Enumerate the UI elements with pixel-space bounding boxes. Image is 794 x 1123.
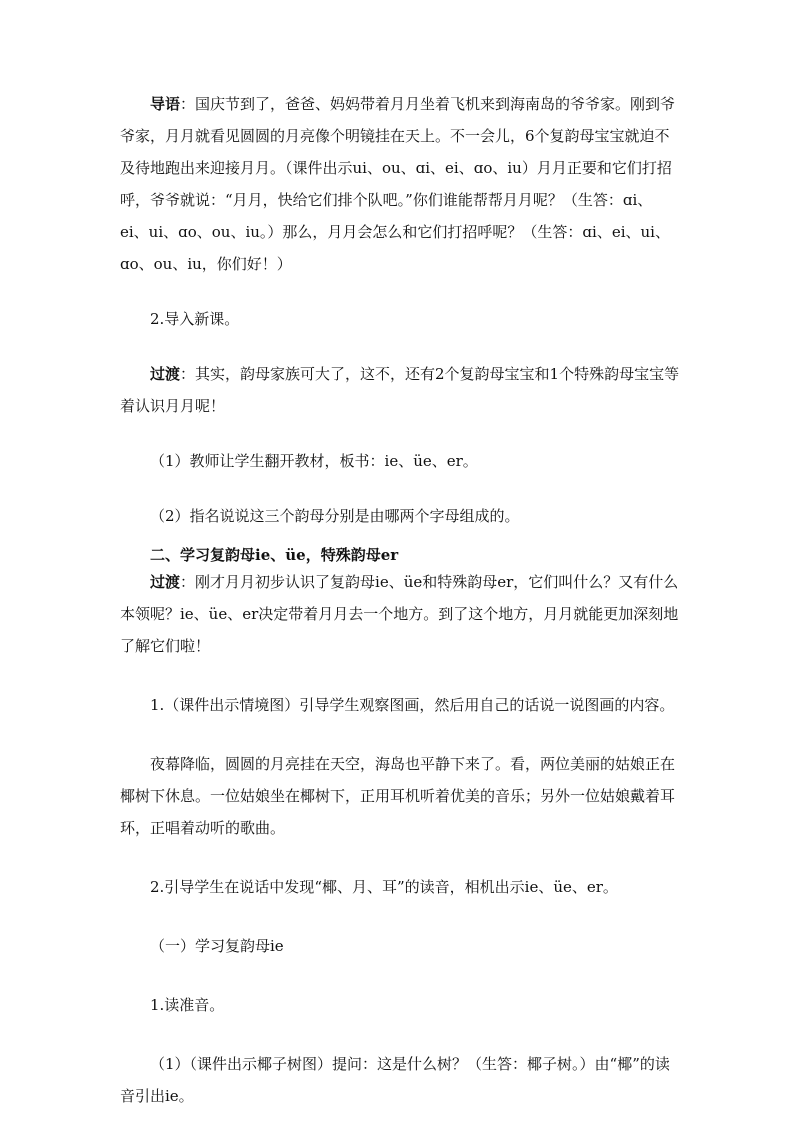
transition-text-1: ：其实，韵母家族可大了，这不，还有2个复韵母宝宝和1个特殊韵母宝宝等着认识月月呢！ [120, 365, 680, 415]
step-import-lesson: 2.导入新课。 [150, 310, 240, 328]
transition-paragraph-2 [120, 566, 680, 662]
transition-paragraph-1 [120, 358, 680, 422]
step-observe-picture: 1.（课件出示情境图）引导学生观察图画，然后用自己的话说一说图画的内容。 [150, 696, 675, 714]
intro-paragraph [120, 88, 680, 280]
transition-text-2: ：刚才月月初步认识了复韵母ie、üe和特殊韵母er，它们叫什么？又有什么本领呢？ie、üe、er决定带着月月去一个地方。到了这个地方，月月就能更加深刻地了解它们啦！ [120, 573, 679, 655]
transition-label-2: 过渡 [150, 573, 181, 591]
document-body [120, 88, 680, 1112]
scene-description: 夜幕降临，圆圆的月亮挂在天空，海岛也平静下来了。看，两位美丽的姑娘正在椰树下休息。一位姑娘坐在椰树下，正用耳机听着优美的音乐；另外一位姑娘戴着耳环，正唱着动听的歌曲。 [120, 755, 676, 837]
intro-label: 导语 [150, 95, 181, 113]
section-heading: 二、学习复韵母ie、üe，特殊韵母er [150, 546, 399, 564]
intro-text: ：国庆节到了，爸爸、妈妈带着月月坐着飞机来到海南岛的爷爷家。刚到爷爷家，月月就看见圆圆的月亮像个明镜挂在天上。不一会儿，6个复韵母宝宝就迫不及待地跑出来迎接月月。（课件出示ui、ou、ɑi、ei、ɑo、iu）月月正要和它们打招呼，爷爷就说：“月月，快给它们排个队吧。”你们谁能帮帮月月呢？（生答：ɑi、ei、ui、ɑo、ou、iu。）那么，月月会怎么和它们打招呼呢？（生答：ɑi、ei、ui、ɑo、ou、iu，你们好！） [120, 95, 676, 273]
transition-label-1: 过渡 [150, 365, 181, 383]
list-item-1: （1）教师让学生翻开教材，板书：ie、üe、er。 [150, 452, 478, 470]
step-find-pronunciation: 2.引导学生在说话中发现“椰、月、耳”的读音，相机出示ie、üe、er。 [150, 878, 618, 896]
step-read-sound: 1.读准音。 [150, 996, 225, 1014]
list-item-2: （2）指名说说这三个韵母分别是由哪两个字母组成的。 [150, 507, 520, 525]
step-coconut-tree: （1）（课件出示椰子树图）提问：这是什么树？（生答：椰子树。）由“椰”的读音引出ie。 [120, 1055, 670, 1105]
sub-heading: （一）学习复韵母ie [150, 937, 284, 955]
